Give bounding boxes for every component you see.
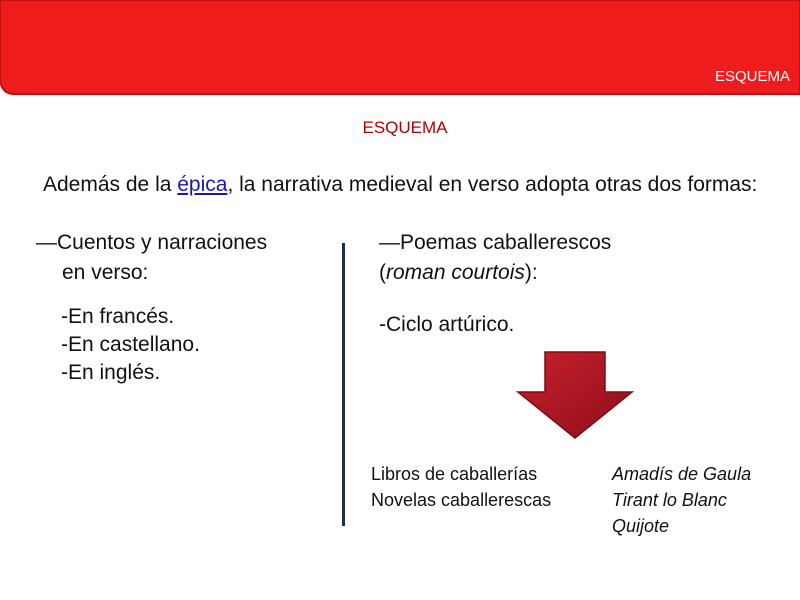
right-heading-prefix: —Poemas caballerescos — [379, 231, 612, 254]
list-item: Tirant lo Blanc — [612, 490, 727, 510]
chivalry-books-list — [371, 461, 551, 513]
list-item: Libros de caballerías — [371, 464, 538, 484]
epica-link[interactable]: épica — [177, 173, 228, 196]
slide-title: ESQUEMA — [362, 118, 448, 137]
banner-shape — [0, 0, 800, 96]
arthurian-cycle-item: -Ciclo artúrico. — [379, 313, 515, 336]
intro-text-before: Además de la — [43, 173, 178, 196]
list-item: Quijote — [612, 516, 670, 536]
list-item: -En inglés. — [61, 361, 161, 384]
left-column-heading — [36, 228, 336, 288]
left-heading-line1: —Cuentos y narraciones — [36, 231, 268, 254]
intro-paragraph — [43, 168, 763, 201]
works-list — [612, 461, 751, 539]
right-heading-italic: roman courtois — [386, 261, 525, 284]
list-item: -En francés. — [61, 305, 175, 328]
header-banner — [0, 0, 800, 96]
intro-text-after: , la narrativa medieval en verso adopta otras dos formas: — [227, 173, 758, 196]
right-heading-open: ( — [379, 261, 386, 284]
right-column-heading — [379, 228, 779, 288]
column-divider — [342, 243, 345, 526]
list-item: Amadís de Gaula — [612, 464, 752, 484]
left-heading-line2: en verso: — [62, 261, 149, 284]
list-item: Novelas caballerescas — [371, 490, 552, 510]
left-language-list — [61, 303, 200, 387]
right-heading-close: ): — [524, 261, 538, 284]
banner-label: ESQUEMA — [714, 68, 790, 85]
list-item: -En castellano. — [61, 333, 200, 356]
down-arrow-icon — [516, 350, 634, 440]
